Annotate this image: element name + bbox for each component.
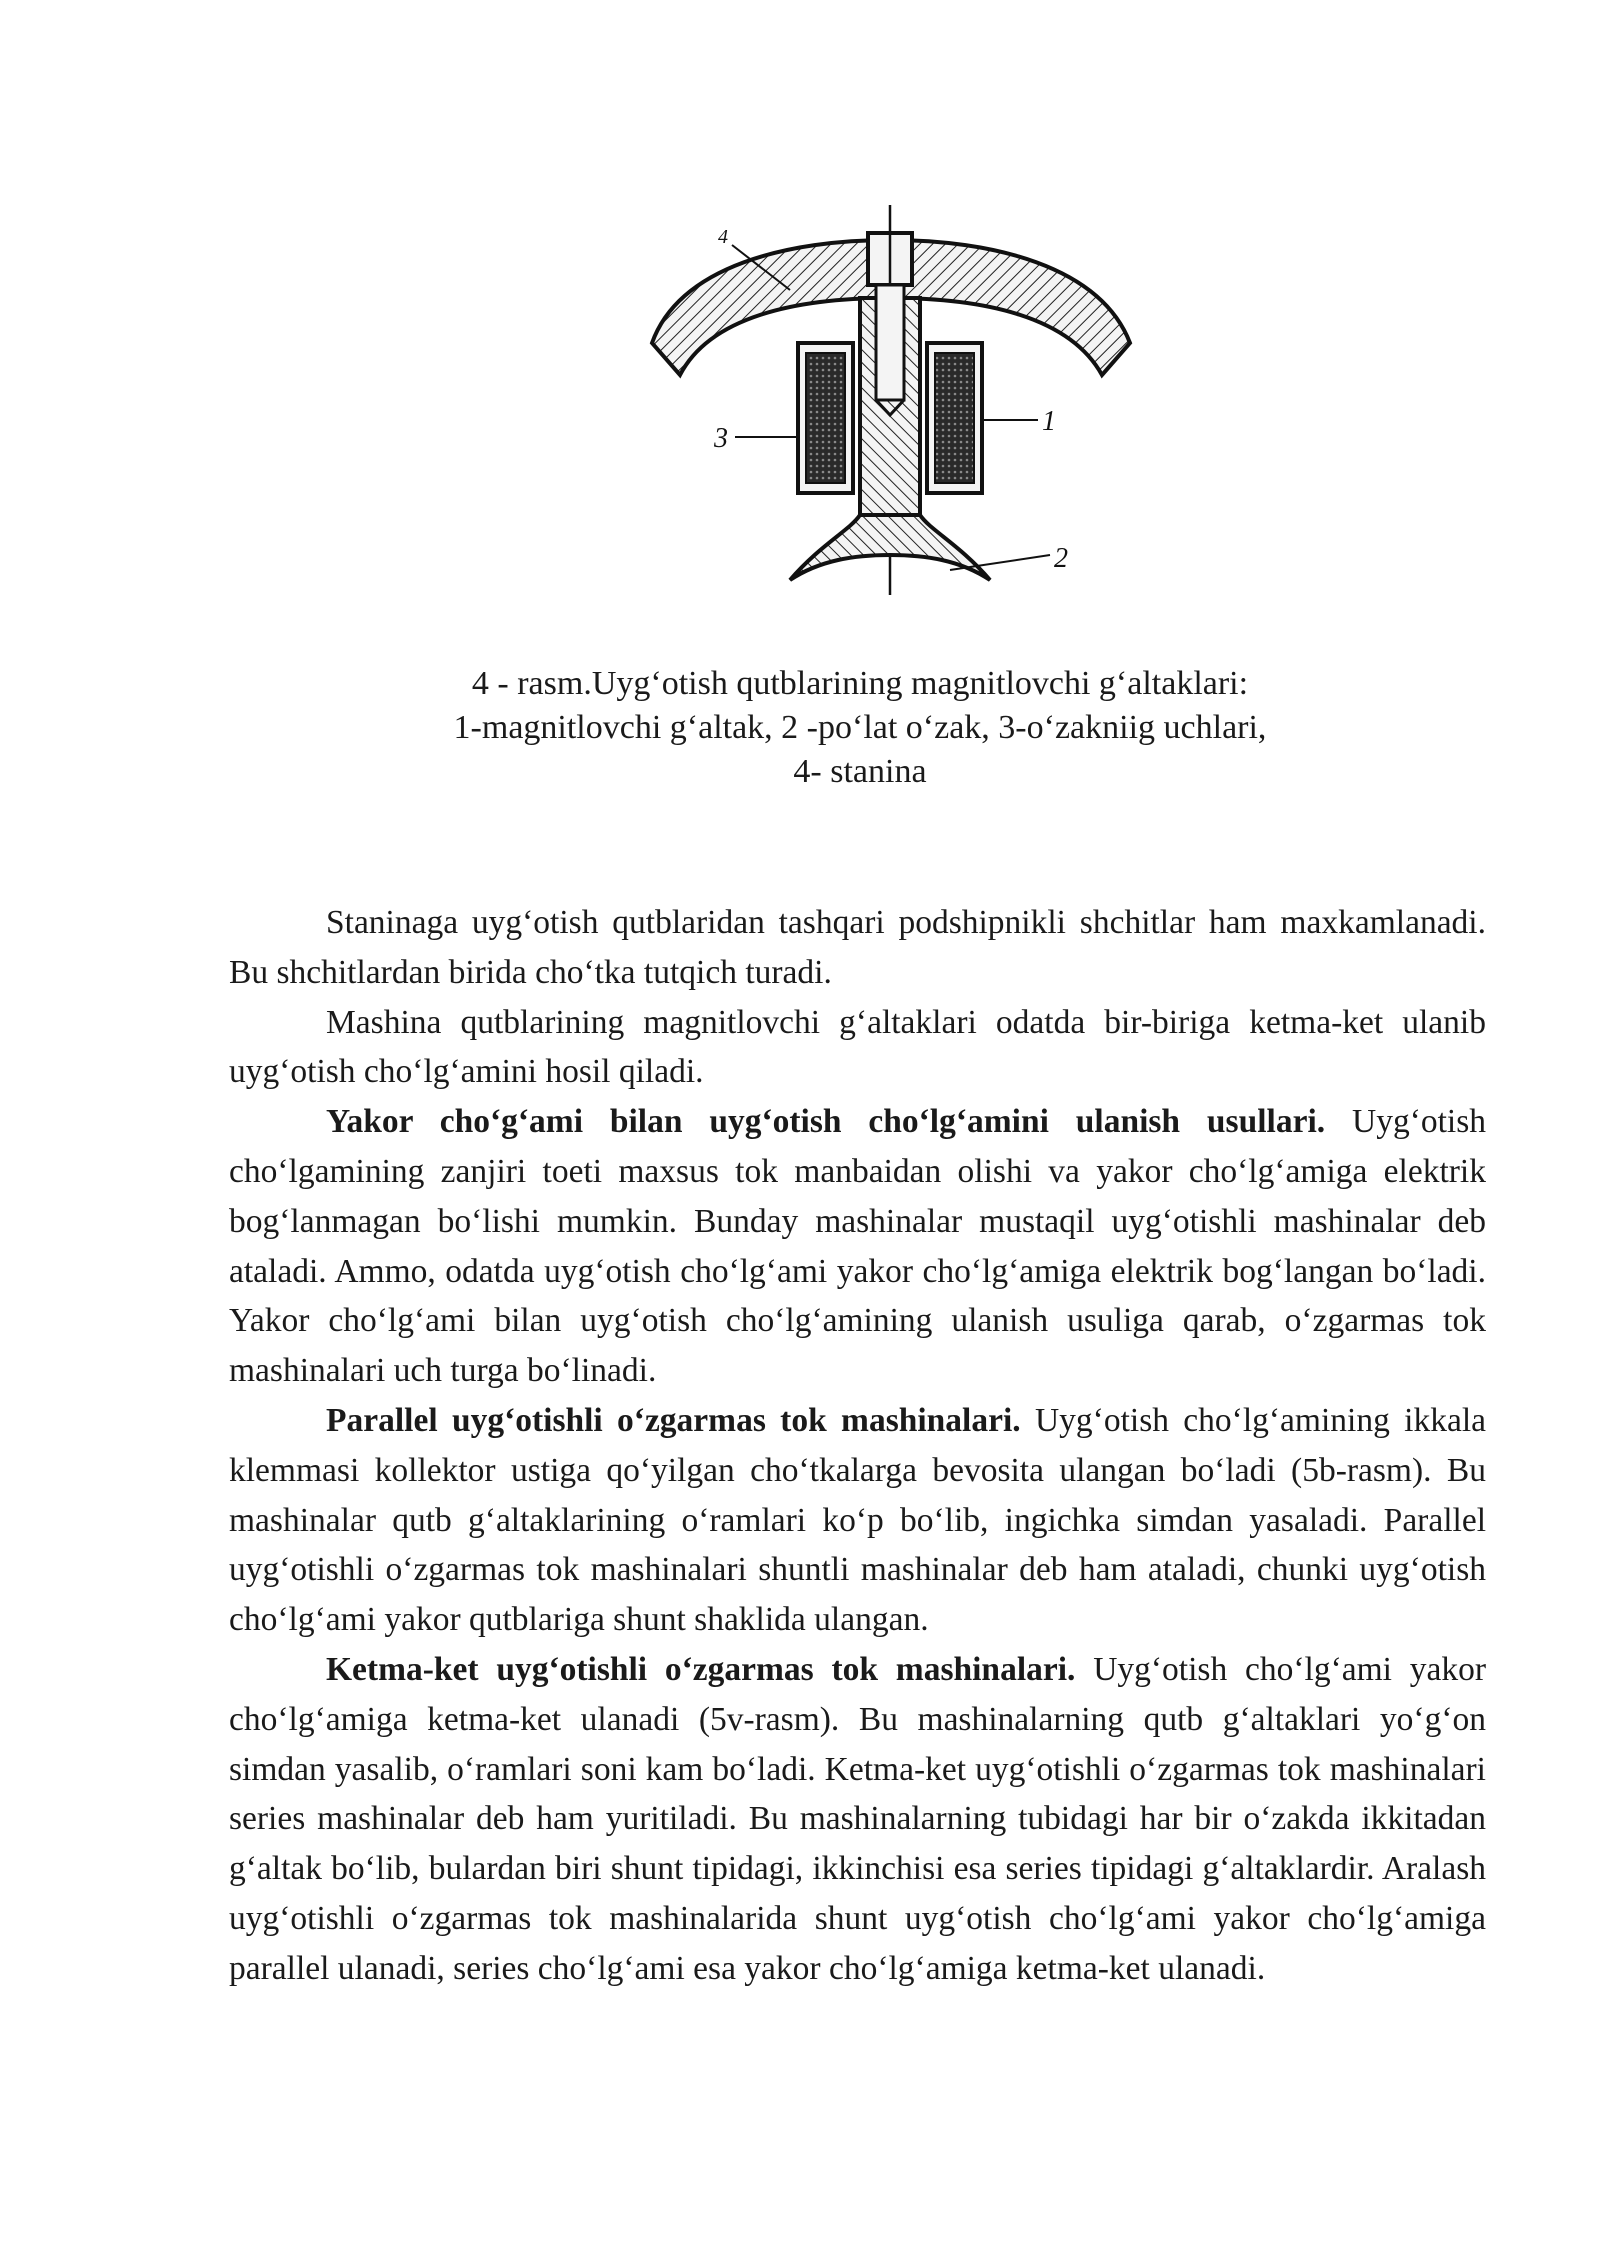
label-2: 2 (1054, 543, 1068, 574)
section-heading-connection-methods: Yakor choʻgʻami bilan uyg‘otish cho‘lg‘amini ulanish usullari. (326, 1103, 1326, 1141)
paragraph-text: Staninaga uyg‘otish qutblaridan tashqari podshipnikli shchitlar ham maxkamlanadi. Bu shchitlardan birida cho‘tka tutqich turadi. (229, 904, 1486, 991)
caption-line-2: 1-magnitlovchi g‘altak, 2 -po‘lat o‘zak, 3-o‘zakniig uchlari, (453, 709, 1267, 746)
body-text (229, 898, 1486, 1994)
paragraph-5 (229, 1645, 1486, 1994)
figure-caption (230, 662, 1490, 794)
paragraph-text: Uyg‘otish cho‘lg‘ami yakor cho‘lg‘amiga ketma-ket ulanadi (5v-rasm). Bu mashinalarning qutb g‘altaklari yo‘g‘on simdan yasalib, o‘ramlari soni kam bo‘ladi. Ketma-ket uyg‘otishli o‘zgarmas tok mashinalari series mashinalar deb ham yuritiladi. Bu mashinalarning tubidagi har bir o‘zakda ikkitadan g‘altak bo‘lib, bulardan biri shunt tipidagi, ikkinchisi esa series tipidagi g‘altaklardir. Aralash uyg‘otishli o‘zgarmas tok mashinalarida shunt uyg‘otish cho‘lg‘ami yakor cho‘lg‘amiga parallel ulanadi, series cho‘lg‘ami esa yakor cho‘lg‘amiga ketma-ket ulanadi. (229, 1650, 1487, 1987)
paragraph-text: Uyg‘otish cho‘lgamining zanjiri toeti maxsus tok manbaidan olishi va yakor cho‘lg‘amiga elektrik bog‘lanmagan bo‘lishi mumkin. Bunday mashinalar mustaqil uyg‘otishli mashinalar deb ataladi. Ammo, odatda uyg‘otish cho‘lg‘ami yakor cho‘lg‘amiga elektrik bog‘langan bo‘ladi. Yakor cho‘lg‘ami bilan uyg‘otish cho‘lg‘amining ulanish usuliga qarab, o‘zgarmas tok mashinalari uch turga bo‘linadi. (229, 1103, 1486, 1390)
paragraph-3 (229, 1097, 1486, 1396)
label-1: 1 (1042, 406, 1056, 437)
paragraph-4 (229, 1396, 1486, 1645)
label-3: 3 (714, 423, 728, 454)
label-4: 4 (718, 226, 728, 248)
pole-coil-figure (640, 205, 1140, 625)
caption-line-3: 4- stanina (793, 753, 927, 790)
paragraph-1 (229, 898, 1486, 998)
section-heading-series: Ketma-ket uyg‘otishli o‘zgarmas tok mashinalari. (326, 1650, 1076, 1688)
right-coil-winding (935, 353, 974, 483)
caption-line-1: 4 - rasm.Uyg‘otish qutblarining magnitlovchi g‘altaklari: (471, 665, 1249, 702)
pole-coil-drawing (640, 205, 1140, 625)
left-coil-winding (806, 353, 845, 483)
paragraph-2 (229, 998, 1486, 1098)
section-heading-parallel: Parallel uyg‘otishli o‘zgarmas tok mashinalari. (326, 1401, 1021, 1439)
paragraph-text: Mashina qutblarining magnitlovchi g‘altaklari odatda bir-biriga ketma-ket ulanib uyg‘otish cho‘lg‘amini hosil qiladi. (229, 1003, 1486, 1091)
paragraph-text: Uyg‘otish cho‘lg‘amining ikkala klemmasi kollektor ustiga qo‘yilgan cho‘tkalarga bevosita ulangan bo‘ladi (5b-rasm). Bu mashinalar qutb g‘altaklarining o‘ramlari ko‘p bo‘lib, ingichka simdan yasaladi. Parallel uyg‘otishli o‘zgarmas tok mashinalari shuntli mashinalar deb ham ataladi, chunki uyg‘otish cho‘lg‘ami yakor qutblariga shunt shaklida ulangan. (229, 1401, 1486, 1639)
